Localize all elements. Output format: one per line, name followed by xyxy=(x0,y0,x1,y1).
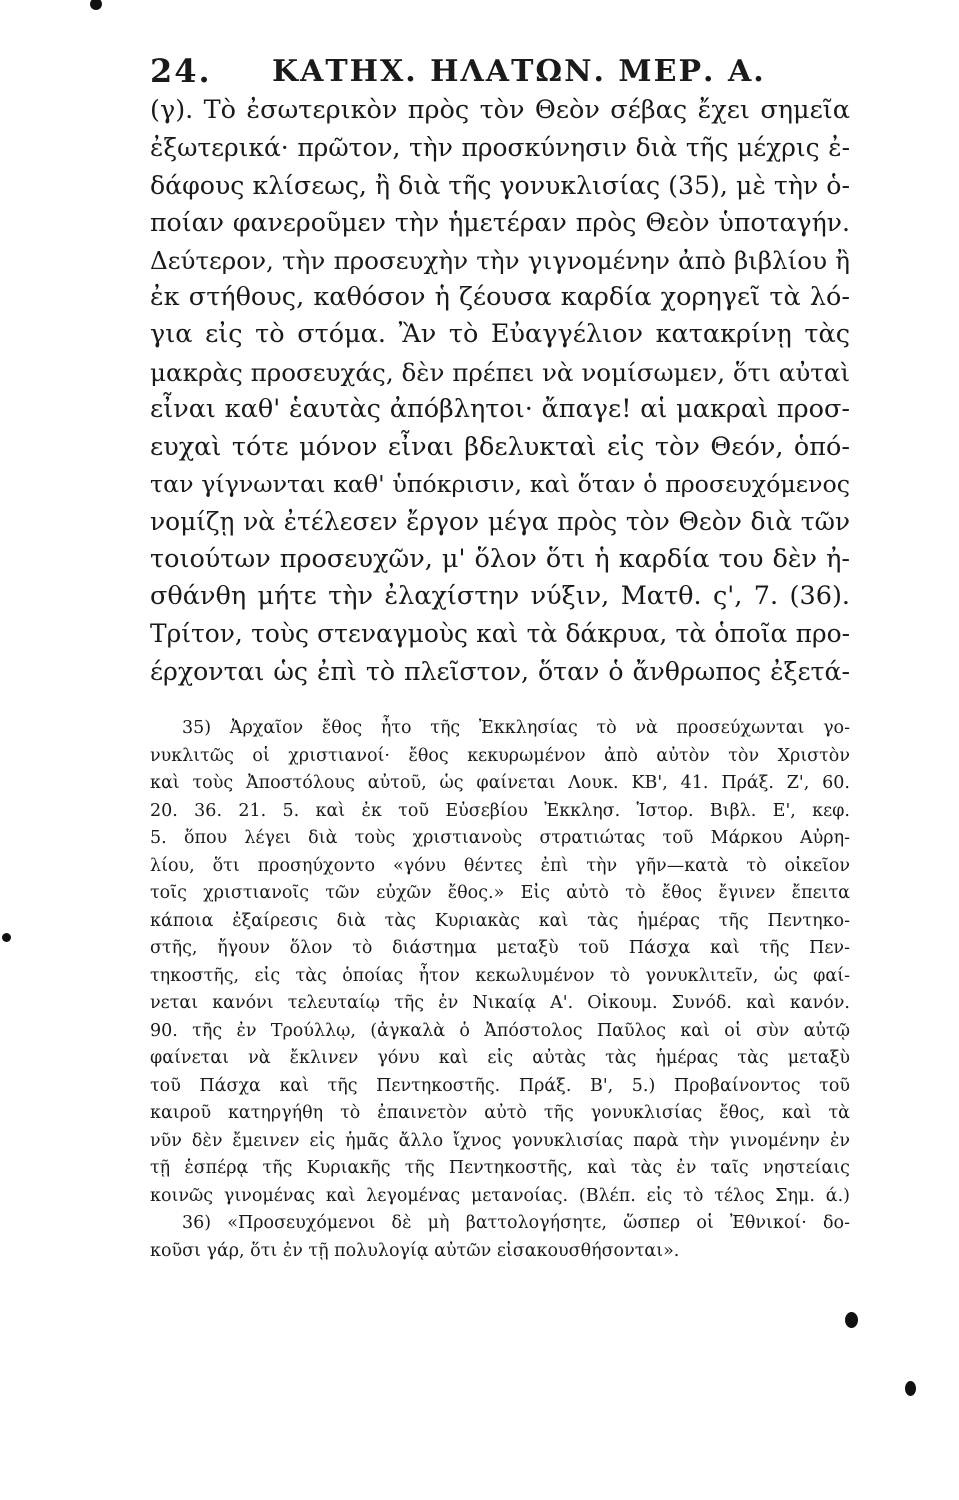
footnote-line: 35) Ἀρχαῖον ἔθος ἦτο τῆς Ἐκκλησίας τὸ νὰ προσεύχωνται γο- xyxy=(182,718,850,738)
footnote-line: κοινῶς γινομένας καὶ λεγομένας μετανοίας. (Βλέπ. εἰς τὸ τέλος Σημ. ά.) xyxy=(150,1185,850,1206)
footnote-line: 90. τῆς ἐν Τρούλλῳ, (ἀγκαλὰ ὁ Ἀπόστολος Παῦλος καὶ οἱ σὺν αὐτῷ xyxy=(150,1020,850,1041)
body-line: δάφους κλίσεως, ἢ διὰ τῆς γονυκλισίας (35), μὲ τὴν ὁ- xyxy=(150,170,850,200)
page-number: 24. xyxy=(150,52,212,90)
margin-mark xyxy=(2,933,11,942)
body-line: τοιούτων προσευχῶν, μ' ὅλον ὅτι ἡ καρδία του δὲν ἠ- xyxy=(150,543,850,574)
footnote-line: νυκλιτῶς οἱ χριστιανοί· ἔθος κεκυρωμένον ἀπὸ αὐτὸν τὸν Χριστὸν xyxy=(150,745,850,766)
footnote-line: κοῦσι γάρ, ὅτι ἐν τῇ πολυλογίᾳ αὐτῶν εἰσακουσθήσονται». xyxy=(150,1240,680,1261)
body-line: σθάνθη μήτε τὴν ἐλαχίστην νύξιν, Ματθ. ς', 7. (36). xyxy=(150,581,850,612)
margin-mark xyxy=(90,0,102,10)
body-line: εἶναι καθ' ἑαυτὰς ἀπόβλητοι· ἄπαγε! αἱ μακραὶ προσ- xyxy=(150,394,850,425)
footnote-line: νεται κανόνι τελευταίῳ τῆς ἐν Νικαίᾳ Α'. Οἰκουμ. Συνόδ. καὶ κανόν. xyxy=(150,993,850,1013)
margin-mark xyxy=(845,1312,858,1328)
body-line: Δεύτερον, τὴν προσευχὴν τὴν γιγνομένην ἀπὸ βιβλίου ἢ xyxy=(150,245,850,275)
body-line: νομίζῃ νὰ ἐτέλεσεν ἔργον μέγα πρὸς τὸν Θεὸν διὰ τῶν xyxy=(150,507,850,537)
body-line: για εἰς τὸ στόμα. Ἂν τὸ Εὐαγγέλιον κατακρίνῃ τὰς xyxy=(150,319,850,350)
body-line: ευχαὶ τότε μόνον εἶναι βδελυκταὶ εἰς τὸν Θεόν, ὁπό- xyxy=(150,431,850,462)
body-line: μακρὰς προσευχάς, δὲν πρέπει νὰ νομίσωμεν, ὅτι αὐταὶ xyxy=(150,357,851,387)
footnote-line: τοῦ Πάσχα καὶ τῆς Πεντηκοστῆς. Πράξ. Β', 5.) Προβαίνοντος τοῦ xyxy=(150,1075,850,1096)
footnote-line: φαίνεται νὰ ἔκλινεν γόνυ καὶ εἰς αὐτὰς τὰς ἡμέρας τὰς μεταξὺ xyxy=(150,1048,850,1068)
footnote-line: 36) «Προσευχόμενοι δὲ μὴ βαττολογήσητε, ὥσπερ οἱ Ἐθνικοί· δο- xyxy=(182,1213,850,1233)
footnote-line: τηκοστῆς, εἰς τὰς ὁποίας ἦτον κεκωλυμένον τὸ γονυκλιτεῖν, ὡς φαί- xyxy=(150,965,850,986)
margin-mark xyxy=(905,1381,916,1396)
body-line: ἐκ στήθους, καθόσον ἡ ζέουσα καρδία χορηγεῖ τὰ λό- xyxy=(150,281,850,312)
body-line: ποίαν φανεροῦμεν τὴν ἡμετέραν πρὸς Θεὸν ὑποταγήν. xyxy=(150,208,850,238)
footnote-line: νῦν δὲν ἔμεινεν εἰς ἡμᾶς ἄλλο ἴχνος γονυκλισίας παρὰ τὴν γινομένην ἐν xyxy=(150,1130,850,1151)
running-title: ΚΑΤΗΧ. ΗΛΑΤΩΝ. ΜΕΡ. Α. xyxy=(272,54,766,89)
footnote-line: κάποια ἐξαίρεσις διὰ τὰς Κυριακὰς καὶ τὰς ἡμέρας τῆς Πεντηκο- xyxy=(150,910,850,931)
footnote-line: τοῖς χριστιανοῖς τῶν εὐχῶν ἔθος.» Εἰς αὐτὸ τὸ ἔθος ἔγινεν ἔπειτα xyxy=(150,883,850,903)
footnote-line: καὶ τοὺς Ἀποστόλους αὐτοῦ, ὡς φαίνεται Λουκ. ΚΒ', 41. Πράξ. Ζ', 60. xyxy=(150,773,850,793)
footnotes xyxy=(150,715,850,1265)
body-line: Τρίτον, τοὺς στεναγμοὺς καὶ τὰ δάκρυα, τὰ ὁποῖα προ- xyxy=(150,619,850,649)
footnote-line: τῇ ἑσπέρᾳ τῆς Κυριακῆς τῆς Πεντηκοστῆς, καὶ τὰς ἐν ταῖς νηστείαις xyxy=(150,1158,850,1178)
footnote-line: στῆς, ἤγουν ὅλον τὸ διάστημα μεταξὺ τοῦ Πάσχα καὶ τῆς Πεν- xyxy=(150,938,850,958)
body-text xyxy=(150,92,850,690)
footnote-line: καιροῦ κατηργήθη τὸ ἐπαινετὸν αὐτὸ τῆς γονυκλισίας ἔθος, καὶ τὰ xyxy=(150,1103,850,1123)
footnote-line: λίου, ὅτι προσηύχοντο «γόνυ θέντες ἐπὶ τὴν γῆν—κατὰ τὸ οἰκεῖον xyxy=(150,855,850,876)
footnote-line: 5. ὅπου λέγει διὰ τοὺς χριστιανοὺς στρατιώτας τοῦ Μάρκου Αὐρη- xyxy=(150,828,850,848)
body-line: ἐξωτερικά· πρῶτον, τὴν προσκύνησιν διὰ τῆς μέχρις ἐ- xyxy=(150,133,850,163)
body-line: έρχονται ὡς ἐπὶ τὸ πλεῖστον, ὅταν ὁ ἄνθρωπος ἐξετά- xyxy=(150,656,850,686)
body-line: ταν γίγνωνται καθ' ὑπόκρισιν, καὶ ὅταν ὁ προσευχόμενος xyxy=(150,469,850,498)
body-line: (γ). Τὸ ἐσωτερικὸν πρὸς τὸν Θεὸν σέβας ἔχει σημεῖα xyxy=(150,95,850,125)
footnote-line: 20. 36. 21. 5. καὶ ἐκ τοῦ Εὐσεβίου Ἐκκλησ. Ἱστορ. Βιβλ. Ε', κεφ. xyxy=(150,800,850,821)
